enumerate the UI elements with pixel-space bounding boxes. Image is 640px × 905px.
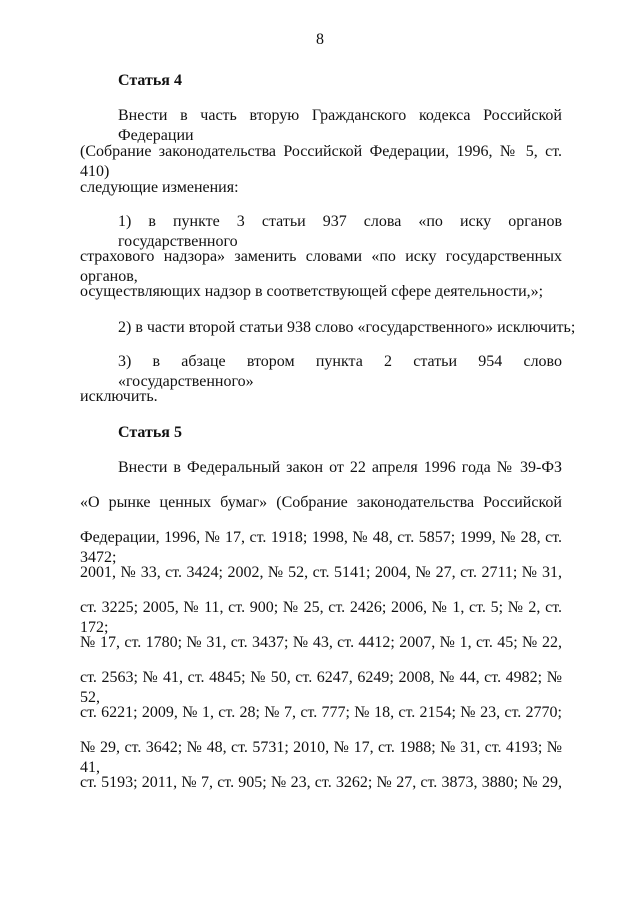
article-4-intro-line: следующие изменения:	[80, 179, 239, 196]
article-5-body-line: № 17, ст. 1780; № 31, ст. 3437; № 43, ст. 4412; 2007, № 1, ст. 45; № 22,	[80, 634, 562, 651]
article-4-item-1-line: страхового надзора» заменить словами «по иску государственных органов,	[80, 248, 562, 285]
article-5-heading: Статья 5	[118, 424, 182, 441]
article-4-intro-line: Внести в часть вторую Гражданского кодекса Российской Федерации	[118, 107, 562, 144]
article-4-intro-line: (Собрание законодательства Российской Федерации, 1996, № 5, ст. 410)	[80, 143, 562, 180]
article-5-body-line: «О рынке ценных бумаг» (Собрание законодательства Российской	[80, 494, 562, 511]
article-5-body-line: Федерации, 1996, № 17, ст. 1918; 1998, № 48, ст. 5857; 1999, № 28, ст. 3472;	[80, 529, 562, 566]
article-4-item-2: 2) в части второй статьи 938 слово «государственного» исключить;	[118, 319, 576, 336]
article-5-body-line: ст. 2563; № 41, ст. 4845; № 50, ст. 6247, 6249; 2008, № 44, ст. 4982; № 52,	[80, 669, 562, 706]
article-4-item-3-line: 3) в абзаце втором пункта 2 статьи 954 слово «государственного»	[118, 353, 562, 390]
article-5-body-line: ст. 5193; 2011, № 7, ст. 905; № 23, ст. 3262; № 27, ст. 3873, 3880; № 29,	[80, 774, 562, 791]
page-number: 8	[316, 31, 324, 48]
article-4-item-1-line: 1) в пункте 3 статьи 937 слова «по иску органов государственного	[118, 213, 562, 250]
article-5-body-line: Внести в Федеральный закон от 22 апреля 1996 года № 39-ФЗ	[118, 459, 562, 476]
article-4-item-3-line: исключить.	[80, 388, 158, 405]
article-5-body-line: № 29, ст. 3642; № 48, ст. 5731; 2010, № 17, ст. 1988; № 31, ст. 4193; № 41,	[80, 739, 562, 776]
article-5-body-line: ст. 6221; 2009, № 1, ст. 28; № 7, ст. 777; № 18, ст. 2154; № 23, ст. 2770;	[80, 704, 562, 721]
article-4-heading: Статья 4	[118, 72, 182, 89]
article-5-body-line: ст. 3225; 2005, № 11, ст. 900; № 25, ст. 2426; 2006, № 1, ст. 5; № 2, ст. 172;	[80, 599, 562, 636]
article-4-item-1-line: осуществляющих надзор в соответствующей сфере деятельности,»;	[80, 283, 544, 300]
article-5-body-line: 2001, № 33, ст. 3424; 2002, № 52, ст. 5141; 2004, № 27, ст. 2711; № 31,	[80, 564, 562, 581]
